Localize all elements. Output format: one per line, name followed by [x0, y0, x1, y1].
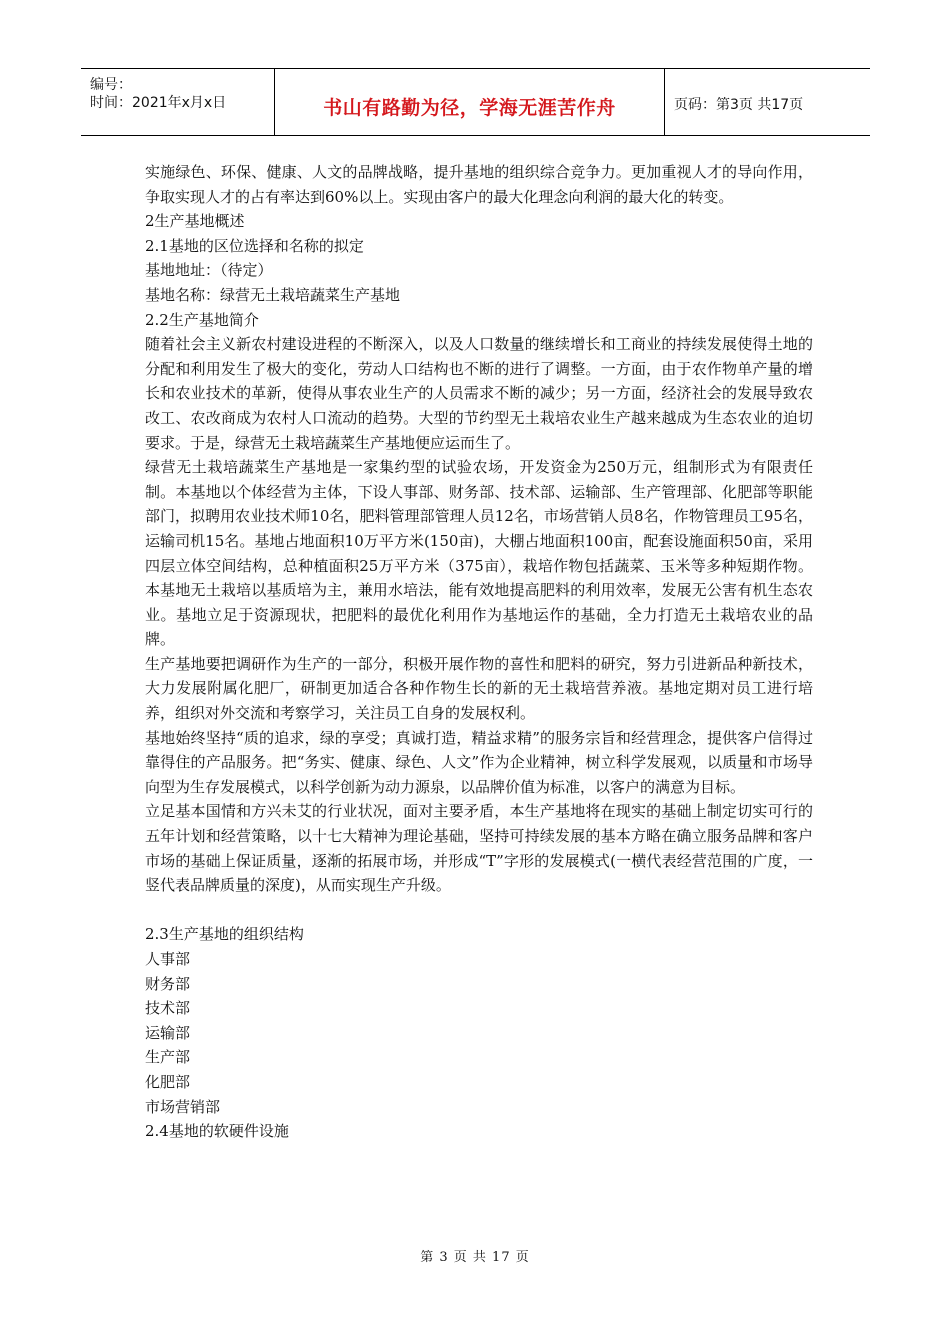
paragraph-service-philosophy: 基地始终坚持“质的追求，绿的享受；真诚打造，精益求精”的服务宗旨和经营理念，提供客户信得过靠得住的产品服务。把“务实、健康、绿色、人文”作为企业精神，树立科学发展观，以质量和市场导向型为生存发展模式，以科学创新为动力源泉，以品牌价值为标准，以客户的满意为目标。	[145, 728, 813, 796]
paragraph-brand-strategy: 实施绿色、环保、健康、人文的品牌战略，提升基地的组织综合竞争力。更加重视人才的导向作用，争取实现人才的占有率达到60%以上。实现由客户的最大化理念向利润的最大化的转变。	[145, 163, 813, 206]
paragraph-development-plan: 立足基本国情和方兴未艾的行业状况，面对主要矛盾，本生产基地将在现实的基础上制定切实可行的五年计划和经营策略，以十七大精神为理论基础，坚持可持续发展的基本方略在确立服务品牌和客户市场的基础上保证质量，逐渐的拓展市场，并形成“T”字形的发展模式(一横代表经营范围的广度，一竖代表品牌质量的深度)，从而实现生产升级。	[145, 802, 813, 895]
page-header	[81, 68, 870, 136]
department-item: 市场营销部	[145, 1097, 221, 1116]
header-meta	[81, 69, 275, 135]
section-heading-2-2: 2.2生产基地简介	[145, 310, 259, 329]
header-page-number: 页码：第3页 共17页	[674, 97, 804, 113]
document-body	[145, 160, 813, 1144]
document-date-label: 时间：2021年x月x日	[90, 95, 227, 111]
header-slogan: 书山有路勤为径，学海无涯苦作舟	[275, 69, 665, 135]
paragraph-research: 生产基地要把调研作为生产的一部分，积极开展作物的喜性和肥料的研究，努力引进新品种新技术，大力发展附属化肥厂，研制更加适合各种作物生长的新的无土栽培营养液。基地定期对员工进行培养，组织对外交流和考察学习，关注员工自身的发展权利。	[145, 654, 813, 723]
blank-line	[145, 898, 813, 923]
department-item: 运输部	[145, 1023, 191, 1042]
department-item: 生产部	[145, 1048, 191, 1067]
department-item: 技术部	[145, 999, 191, 1018]
section-heading-2-4: 2.4基地的软硬件设施	[145, 1122, 289, 1141]
department-item: 人事部	[145, 950, 191, 968]
base-address: 基地地址：（待定）	[145, 261, 273, 280]
section-heading-2: 2生产基地概述	[145, 212, 245, 231]
document-number-label: 编号：	[90, 77, 132, 93]
paragraph-background: 随着社会主义新农村建设进程的不断深入，以及人口数量的继续增长和工商业的持续发展使得土地的分配和利用发生了极大的变化，劳动人口结构也不断的进行了调整。一方面，由于农作物单产量的增长和农业技术的革新，使得从事农业生产的人员需求不断的减少；另一方面，经济社会的发展导致农改工、农改商成为农村人口流动的趋势。大型的节约型无土栽培农业生产越来越成为生态农业的迫切要求。于是，绿营无土栽培蔬菜生产基地便应运而生了。	[145, 335, 813, 452]
section-heading-2-3: 2.3生产基地的组织结构	[145, 925, 304, 944]
department-item: 财务部	[145, 974, 191, 993]
page-footer: 第 3 页 共 17 页	[420, 1250, 530, 1265]
department-item: 化肥部	[145, 1072, 191, 1091]
paragraph-base-overview: 绿营无土栽培蔬菜生产基地是一家集约型的试验农场，开发资金为250万元，组制形式为有限责任制。本基地以个体经营为主体，下设人事部、财务部、技术部、运输部、生产管理部、化肥部等职能部门，拟聘用农业技术师10名，肥料管理部管理人员12名，市场营销人员8名，作物管理员工95名，运输司机15名。基地占地面积10万平方米(150亩)，大棚占地面积100亩，配套设施面积50亩，采用四层立体空间结构，总种植面积25万平方米（375亩），栽培作物包括蔬菜、玉米等多种短期作物。本基地无土栽培以基质培为主，兼用水培法，能有效地提高肥料的利用效率，发展无公害有机生态农业。基地立足于资源现状，把肥料的最优化利用作为基地运作的基础，全力打造无土栽培农业的品牌。	[145, 458, 813, 649]
section-heading-2-1: 2.1基地的区位选择和名称的拟定	[145, 236, 364, 255]
base-name: 基地名称：绿营无土栽培蔬菜生产基地	[145, 285, 401, 304]
